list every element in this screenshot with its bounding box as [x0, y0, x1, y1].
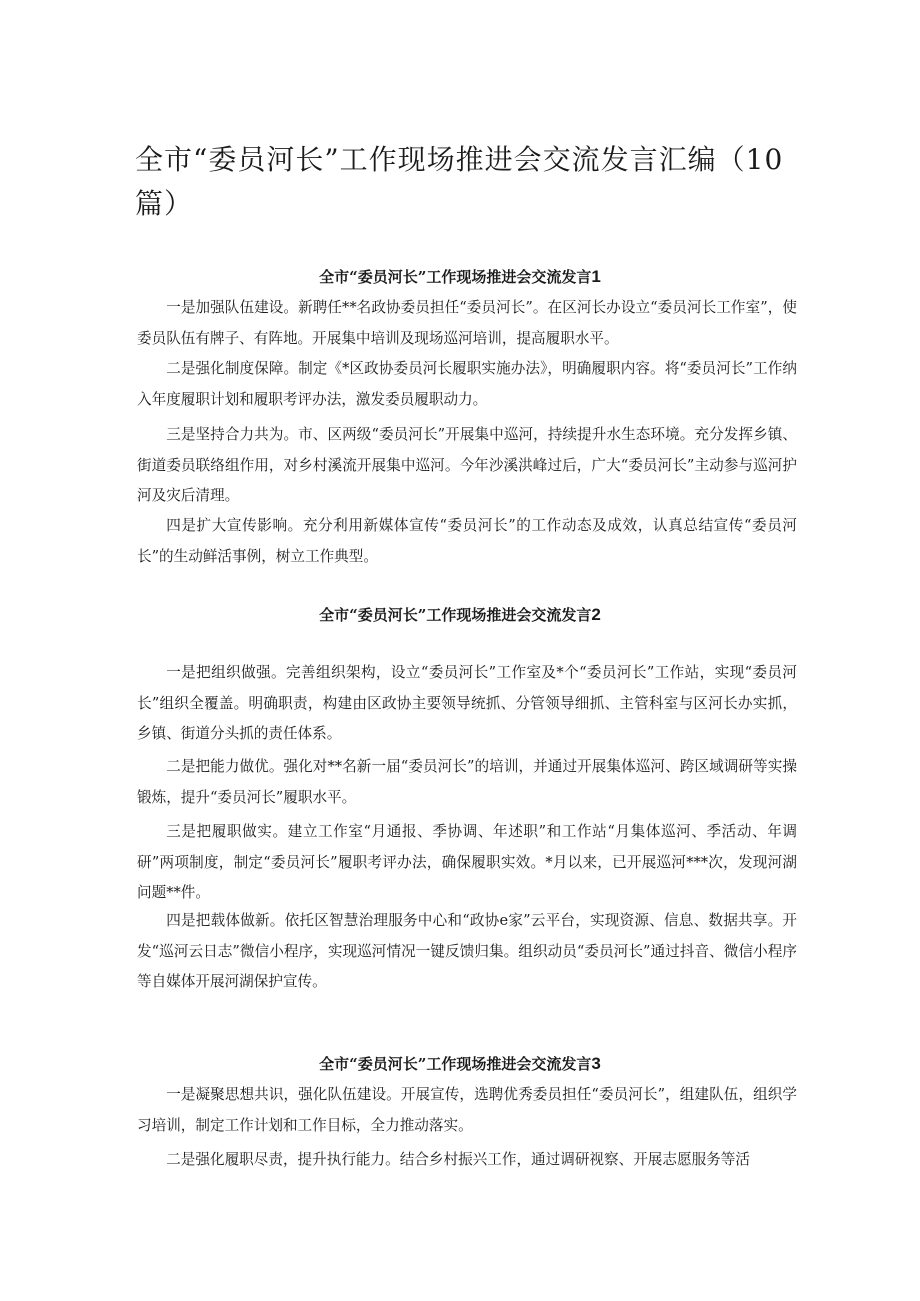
section-heading-text: 全市“委员河长”工作现场推进会交流发言	[319, 606, 592, 624]
paragraph: 一是把组织做强。完善组织架构，设立“委员河长”工作室及*个“委员河长”工作站，实现“委员河长”组织全覆盖。明确职责，构建由区政协主要领导统抓、分管领导细抓、主管科室与区河长办实抓，乡镇、街道分头抓的责任体系。	[137, 664, 797, 742]
paragraph: 三是把履职做实。建立工作室“月通报、季协调、年述职”和工作站“月集体巡河、季活动、年调研”两项制度，制定“委员河长”履职考评办法，确保履职实效。*月以来，已开展巡河***次，发现河湖问题**件。	[137, 823, 797, 901]
section-number: 2	[591, 605, 601, 624]
paragraph: 一是凝聚思想共识，强化队伍建设。开展宣传，选聘优秀委员担任“委员河长”，组建队伍，组织学习培训，制定工作计划和工作目标，全力推动落实。	[137, 1086, 797, 1134]
paragraph: 二是强化制度保障。制定《*区政协委员河长履职实施办法》，明确履职内容。将“委员河长”工作纳入年度履职计划和履职考评办法，激发委员履职动力。	[137, 360, 797, 408]
paragraph: 四是把载体做新。依托区智慧治理服务中心和“政协e家”云平台，实现资源、信息、数据共享。开发“巡河云日志”微信小程序，实现巡河情况一键反馈归集。组织动员“委员河长”通过抖音、微信小程序等自媒体开展河湖保护宣传。	[137, 912, 797, 990]
paragraph: 四是扩大宣传影响。充分利用新媒体宣传“委员河长”的工作动态及成效，认真总结宣传“委员河长”的生动鲜活事例，树立工作典型。	[137, 517, 797, 565]
section-number: 1	[591, 267, 601, 286]
section-heading-text: 全市“委员河长”工作现场推进会交流发言	[319, 268, 592, 286]
section-heading	[0, 1053, 920, 1075]
section-heading	[0, 604, 920, 626]
paragraph: 二是强化履职尽责，提升执行能力。结合乡村振兴工作，通过调研视察、开展志愿服务等活	[166, 1151, 750, 1168]
paragraph: 三是坚持合力共为。市、区两级“委员河长”开展集中巡河，持续提升水生态环境。充分发挥乡镇、街道委员联络组作用，对乡村溪流开展集中巡河。今年沙溪洪峰过后，广大“委员河长”主动参与巡河护河及灾后清理。	[137, 426, 797, 504]
section-heading	[0, 266, 920, 288]
document-title: 全市“委员河长”工作现场推进会交流发言汇编（10篇）	[135, 143, 784, 220]
section-heading-text: 全市“委员河长”工作现场推进会交流发言	[319, 1055, 592, 1073]
paragraph: 二是把能力做优。强化对**名新一届“委员河长”的培训，并通过开展集体巡河、跨区域调研等实操锻炼，提升“委员河长”履职水平。	[137, 758, 797, 806]
section-number: 3	[591, 1054, 601, 1073]
paragraph: 一是加强队伍建设。新聘任**名政协委员担任“委员河长”。在区河长办设立“委员河长工作室”，使委员队伍有牌子、有阵地。开展集中培训及现场巡河培训，提高履职水平。	[137, 299, 797, 347]
